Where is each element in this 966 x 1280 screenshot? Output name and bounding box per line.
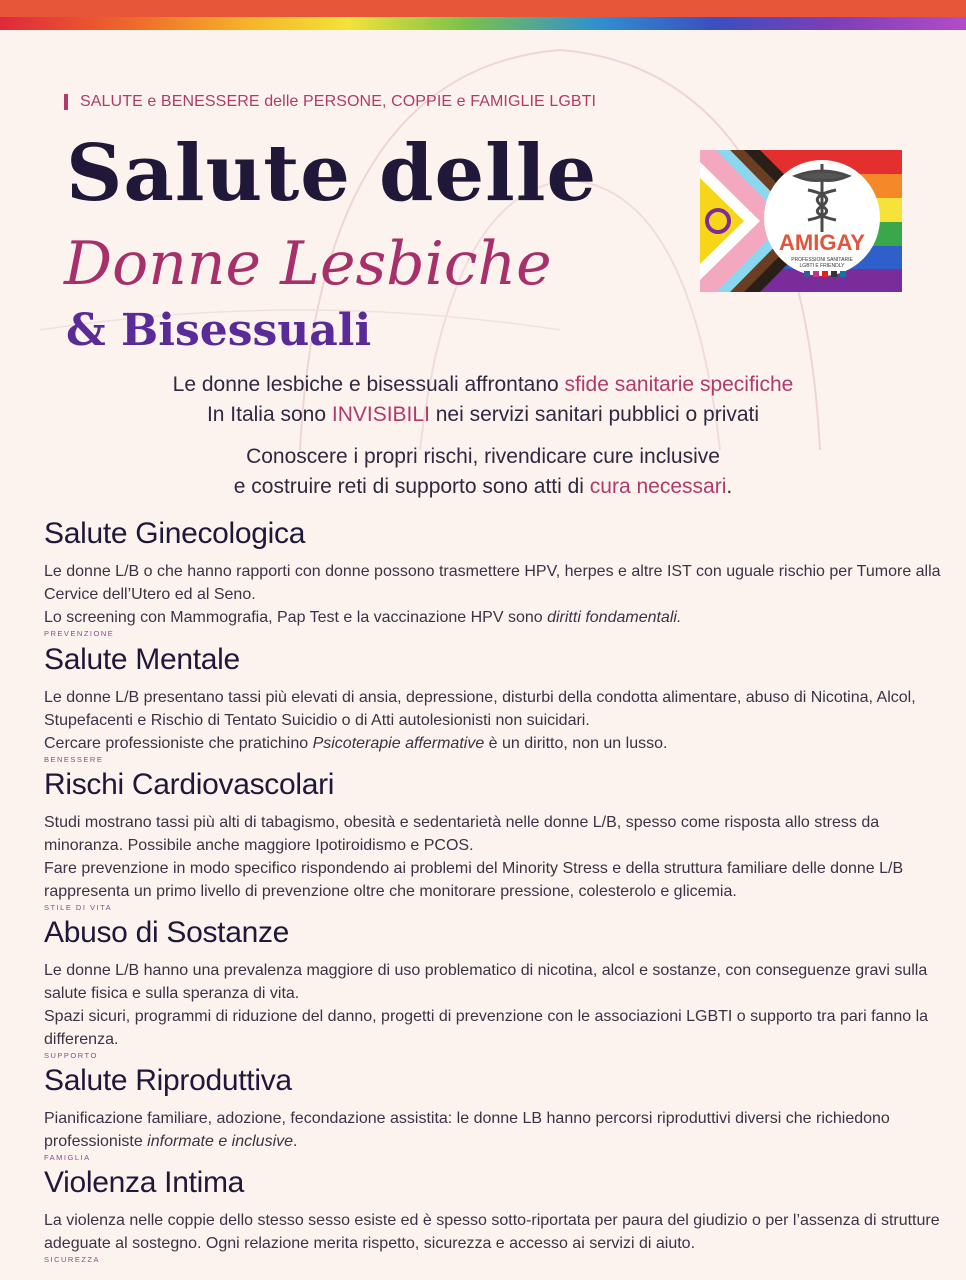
section-paragraph: La violenza nelle coppie dello stesso sesso esiste ed è spesso sotto-riportata per paura del giudizio o per l’assenza di strutture adeguate al sostegno. Ogni relazione merita rispetto, sicurezza e accesso ai servizi di aiuto.	[44, 1212, 940, 1252]
paragraph-emphasis: informate e inclusive	[147, 1133, 294, 1150]
section-tag: FAMIGLIA	[44, 1153, 91, 1162]
paragraph-text-rest: .	[293, 1133, 298, 1150]
section-body	[44, 686, 960, 755]
title-line-2: Donne Lesbiche	[64, 229, 552, 299]
section-tag: BENESSERE	[44, 755, 104, 764]
header-kicker	[64, 92, 596, 112]
section-body	[44, 1209, 960, 1255]
intro-line-4-rest: .	[726, 475, 733, 498]
section-violenza-intima	[44, 1165, 960, 1264]
paragraph-text: Lo screening con Mammografia, Pap Test e la vaccinazione HPV sono	[44, 609, 548, 626]
intro-line-4	[0, 472, 966, 502]
section-title: Salute Mentale	[44, 643, 240, 676]
section-title: Salute Ginecologica	[44, 517, 306, 550]
intro-line-1	[0, 370, 966, 400]
section-paragraph: Spazi sicuri, programmi di riduzione del danno, progetti di prevenzione con le associazioni LGBTI o supporto tra pari fanno la differenza.	[44, 1008, 929, 1048]
logo-subtitle-2: LGBTI E FRIENDLY	[799, 263, 845, 269]
kicker-bar	[64, 94, 68, 110]
section-body	[44, 811, 960, 903]
section-paragraph	[44, 606, 960, 629]
section-salute-ginecologica	[44, 516, 960, 638]
intro-line-2-text: In Italia sono	[206, 403, 332, 426]
intro-block	[0, 370, 966, 502]
intro-line-4-text: e costruire reti di supporto sono atti di	[233, 475, 590, 498]
intro-highlight-3: cura necessari	[589, 475, 727, 498]
title-line-3: & Bisessuali	[66, 305, 372, 356]
section-title: Rischi Cardiovascolari	[44, 768, 335, 801]
title-line-1: Salute delle	[66, 128, 598, 219]
kicker-text: SALUTE e BENESSERE delle PERSONE, COPPIE e FAMIGLIE LGBTI	[80, 93, 597, 110]
section-body	[44, 959, 960, 1051]
intro-line-3: Conoscere i propri rischi, rivendicare cure inclusive	[246, 445, 720, 468]
section-body	[44, 1107, 960, 1153]
section-rischi-cardiovascolari	[44, 767, 960, 912]
section-paragraph: Le donne L/B presentano tassi più elevati di ansia, depressione, disturbi della condotta alimentare, abuso di Nicotina, Alcol, Stupefacenti e Rischio di Tentato Suicidio o di Atti autolesionisti non suicidari.	[44, 689, 916, 729]
section-paragraph	[44, 1107, 960, 1153]
section-tag: PREVENZIONE	[44, 629, 115, 638]
intro-highlight-2: INVISIBILI	[331, 403, 430, 426]
rainbow-stripe	[0, 17, 966, 30]
section-tag: SUPPORTO	[44, 1051, 98, 1060]
section-salute-riproduttiva	[44, 1063, 960, 1162]
paragraph-emphasis: Psicoterapie affermative	[312, 735, 485, 752]
section-tag: STILE DI VITA	[44, 903, 113, 912]
intro-line-2	[0, 400, 966, 430]
section-title: Abuso di Sostanze	[44, 916, 290, 949]
section-title: Violenza Intima	[44, 1166, 245, 1199]
intro-line-2-rest: nei servizi sanitari pubblici o privati	[429, 403, 760, 426]
paragraph-emphasis: diritti fondamentali.	[547, 609, 682, 626]
section-paragraph: Fare prevenzione in modo specifico rispondendo ai problemi del Minority Stress e della struttura familiare delle donne L/B rappresenta un primo livello di prevenzione oltre che monitorare pressione, colesterolo e glicemia.	[44, 860, 904, 900]
paragraph-text: Cercare professioniste che pratichino	[44, 735, 313, 752]
intro-line-1-text: Le donne lesbiche e bisessuali affrontano	[172, 373, 565, 396]
section-paragraph: Le donne L/B hanno una prevalenza maggiore di uso problematico di nicotina, alcol e sostanze, con conseguenze gravi sulla salute fisica e sulla speranza di vita.	[44, 962, 928, 1002]
section-title: Salute Riproduttiva	[44, 1064, 292, 1097]
logo-subtitle-1: PROFESSIONI SANITARIE	[791, 257, 853, 263]
section-body	[44, 560, 960, 629]
section-abuso-di-sostanze	[44, 915, 960, 1060]
section-paragraph: Studi mostrano tassi più alti di tabagismo, obesità e sedentarietà nelle donne L/B, spesso come risposta allo stress da minoranza. Possibile anche maggiore Ipotiroidismo e PCOS.	[44, 814, 880, 854]
section-tag: SICUREZZA	[44, 1255, 101, 1264]
top-color-band	[0, 0, 966, 17]
paragraph-text-rest: è un diritto, non un lusso.	[484, 735, 668, 752]
paragraph-text: Pianificazione familiare, adozione, fecondazione assistita: le donne LB hanno percorsi riproduttivi diversi che richiedono professioniste	[44, 1110, 890, 1150]
section-paragraph: Le donne L/B o che hanno rapporti con donne possono trasmettere HPV, herpes e altre IST con uguale rischio per Tumore alla Cervice dell’Utero ed al Seno.	[44, 563, 941, 603]
logo-name: AMIGAY	[779, 230, 865, 255]
section-salute-mentale	[44, 642, 960, 764]
section-paragraph	[44, 732, 960, 755]
intro-highlight-1: sfide sanitarie specifiche	[564, 373, 794, 396]
amigay-logo	[700, 150, 902, 292]
